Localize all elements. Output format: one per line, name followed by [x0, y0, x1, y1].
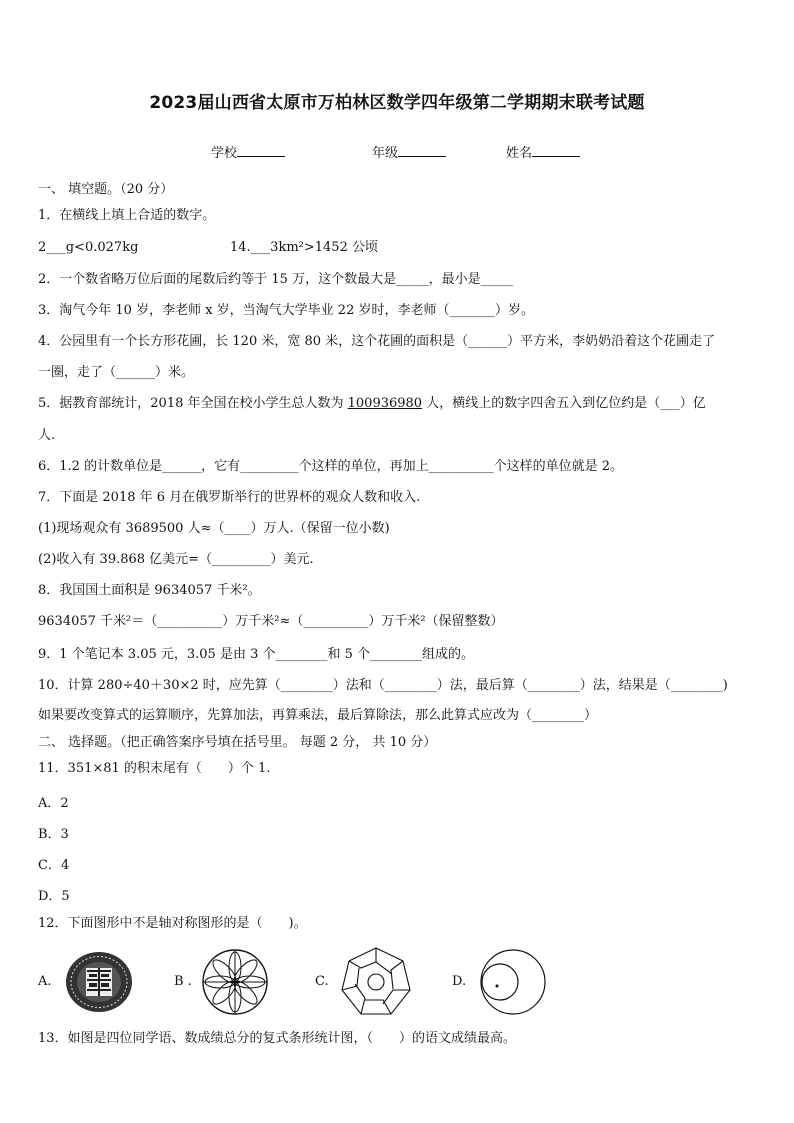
question-5-text-post: 人，横线上的数字四舍五入到亿位约是（___）亿 [422, 396, 706, 411]
question-11: 11．351×81 的积末尾有（ ）个 1. [38, 761, 271, 776]
question-5-line-1 [38, 396, 706, 412]
pinwheel-heptagon-icon [337, 944, 415, 1020]
question-11-option-d[interactable]: D．5 [38, 889, 70, 904]
question-5-underlined-number: 100936980 [347, 396, 423, 411]
nested-circles-icon [475, 948, 551, 1016]
question-10-line-1: 10．计算 280÷40＋30×2 时，应先算（________）法和（________）法，最后算（________）法，结果是（________) [38, 678, 728, 693]
question-1: 1．在横线上填上合适的数字。 [38, 208, 216, 223]
question-13: 13．如图是四位同学语、数成绩总分的复式条形统计图，（ ）的语文成绩最高。 [38, 1031, 517, 1046]
section-heading-choice: 二、 选择题。（把正确答案序号填在括号里。 每题 2 分， 共 10 分） [38, 735, 437, 750]
question-2: 2．一个数省略万位后面的尾数后约等于 15 万，这个数最大是_____，最小是_____ [38, 272, 514, 287]
question-7-part-2: (2)收入有 39.868 亿美元=（_________）美元. [38, 552, 314, 567]
grade-field [372, 142, 446, 161]
question-12-option-d-label[interactable]: D. [452, 974, 467, 989]
name-label: 姓名 [506, 146, 533, 161]
grade-blank[interactable] [398, 142, 446, 157]
page-title: 2023届山西省太原市万柏林区数学四年级第二学期期末联考试题 [149, 93, 645, 113]
name-field [506, 142, 580, 161]
question-11-option-b[interactable]: B．3 [38, 827, 69, 842]
question-12-option-c-label[interactable]: C. [315, 974, 329, 989]
question-1-part-a: 2___g<0.027kg [38, 240, 139, 255]
question-9: 9．1 个笔记本 3.05 元，3.05 是由 3 个________和 5 个________组成的。 [38, 647, 475, 662]
school-field [211, 142, 285, 161]
grade-label: 年级 [372, 146, 399, 161]
name-blank[interactable] [532, 142, 580, 157]
question-1-part-b: 14.___3km²>1452 公顷 [230, 240, 378, 255]
question-6: 6．1.2 的计数单位是______，它有_________个这样的单位，再加上__________个这样的单位就是 2。 [38, 459, 623, 474]
question-11-option-a[interactable]: A．2 [38, 796, 69, 811]
question-12-option-b-label[interactable]: B . [174, 974, 192, 989]
flower-rosette-icon [200, 947, 270, 1017]
question-7: 7．下面是 2018 年 6 月在俄罗斯举行的世界杯的观众人数和收入. [38, 490, 421, 505]
question-3: 3．淘气今年 10 岁，李老师 x 岁，当淘气大学毕业 22 岁时，李老师（_______）岁。 [38, 303, 534, 318]
question-5-text-pre: 5．据教育部统计，2018 年全国在校小学生总人数为 [38, 396, 348, 411]
school-blank[interactable] [237, 142, 285, 157]
question-12-option-a-label[interactable]: A. [38, 974, 52, 989]
question-10-line-2: 如果要改变算式的运算顺序，先算加法，再算乘法，最后算除法，那么此算式应改为（________） [38, 708, 598, 723]
question-7-part-1: (1)现场观众有 3689500 人≈（____）万人.（保留一位小数) [38, 521, 390, 536]
question-12: 12．下面图形中不是轴对称图形的是（ )。 [38, 916, 307, 931]
double-happiness-emblem-icon [64, 950, 134, 1014]
question-8: 8．我国国土面积是 9634057 千米²。 [38, 583, 261, 598]
question-4-line-1: 4．公园里有一个长方形花圃，长 120 米，宽 80 米，这个花圃的面积是（______）平方米，李奶奶沿着这个花圃走了 [38, 334, 716, 349]
section-heading-fill: 一、 填空题。（20 分） [38, 182, 174, 197]
question-11-option-c[interactable]: C．4 [38, 858, 70, 873]
question-5-line-2: 人. [38, 428, 56, 443]
question-4-line-2: 一圈，走了（______）米。 [38, 365, 195, 380]
question-8-equation: 9634057 千米²＝（__________）万千米²≈（__________）万千米²（保留整数） [38, 614, 504, 629]
school-label: 学校 [211, 146, 238, 161]
